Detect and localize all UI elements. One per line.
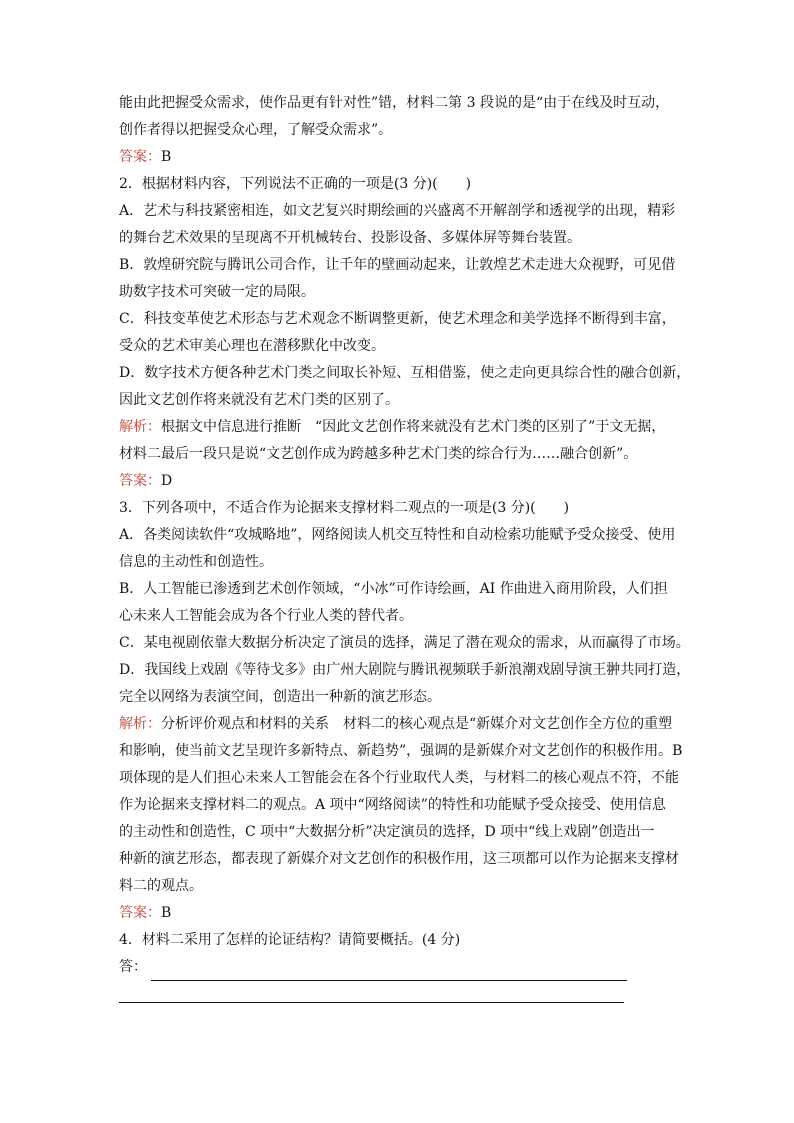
answer-2 bbox=[119, 468, 679, 495]
analysis-label: 解析： bbox=[119, 716, 161, 732]
q2-option-c-line1: C．科技变革使艺术形态与艺术观念不断调整更新，使艺术理念和美学选择不断得到丰富， bbox=[119, 311, 676, 327]
document-page bbox=[119, 90, 691, 1009]
question-2-stem: 2．根据材料内容，下列说法不正确的一项是(3 分)( ) bbox=[119, 176, 472, 192]
answer-value: D bbox=[161, 473, 173, 489]
answer-1 bbox=[119, 144, 679, 171]
q4-answer-line bbox=[119, 954, 679, 981]
answer-prefix: 答： bbox=[119, 959, 147, 975]
q3-analysis-line4: 作为论据来支撑材料二的观点。A 项中“网络阅读”的特性和功能赋予受众接受、使用信息 bbox=[119, 797, 666, 813]
text-line: 能由此把握受众需求，使作品更有针对性”错，材料二第 3 段说的是“由于在线及时互动， bbox=[119, 95, 670, 111]
q3-option-b-line1: B．人工智能已渗透到艺术创作领域，“小冰”可作诗绘画，AI 作曲进入商用阶段，人们担 bbox=[119, 581, 668, 597]
answer-blank-line-2[interactable] bbox=[119, 981, 624, 1003]
question-3-stem: 3．下列各项中，不适合作为论据来支撑材料二观点的一项是(3 分)( ) bbox=[119, 500, 570, 516]
q2-option-d-line2: 因此文艺创作将来就没有艺术门类的区别了。 bbox=[119, 392, 399, 408]
q3-analysis-line7: 料二的观点。 bbox=[119, 878, 203, 894]
answer-blank-line[interactable] bbox=[151, 964, 627, 981]
q2-option-b-line1: B．敦煌研究院与腾讯公司合作，让千年的壁画动起来，让敦煌艺术走进大众视野，可见借 bbox=[119, 257, 676, 273]
q2-option-a-line2: 的舞台艺术效果的呈现离不开机械转台、投影设备、多媒体屏等舞台装置。 bbox=[119, 230, 581, 246]
q3-option-a-line2: 信息的主动性和创造性。 bbox=[119, 554, 273, 570]
text-line: 创作者得以把握受众心理，了解受众需求”。 bbox=[119, 122, 393, 138]
answer-value: B bbox=[161, 149, 172, 165]
question-4-stem: 4．材料二采用了怎样的论证结构？请简要概括。(4 分) bbox=[119, 932, 461, 948]
q2-analysis-line1 bbox=[119, 414, 679, 441]
q3-analysis-line5: 的主动性和创造性，C 项中“大数据分析”决定演员的选择，D 项中“线上戏剧”创造出一 bbox=[119, 824, 655, 840]
q2-option-b-line2: 助数字技术可突破一定的局限。 bbox=[119, 284, 315, 300]
q3-option-b-line2: 心未来人工智能会成为各个行业人类的替代者。 bbox=[119, 608, 413, 624]
answer-label: 答案： bbox=[119, 905, 161, 921]
analysis-text: 根据文中信息进行推断 “因此文艺创作将来就没有艺术门类的区别了”于文无据， bbox=[161, 419, 666, 435]
q3-option-d-line2: 完全以网络为表演空间，创造出一种新的演艺形态。 bbox=[119, 689, 441, 705]
q3-analysis-line3: 项体现的是人们担心未来人工智能会在各个行业取代人类，与材料二的核心观点不符，不能 bbox=[119, 770, 679, 786]
q2-option-a-line1: A．艺术与科技紧密相连，如文艺复兴时期绘画的兴盛离不开解剖学和透视学的出现，精彩 bbox=[119, 203, 676, 219]
q3-option-d-line1: D．我国线上戏剧《等待戈多》由广州大剧院与腾讯视频联手新浪潮戏剧导演王翀共同打造， bbox=[119, 662, 691, 678]
answer-value: B bbox=[161, 905, 172, 921]
analysis-text: 分析评价观点和材料的关系 材料二的核心观点是“新媒介对文艺创作全方位的重塑 bbox=[161, 716, 673, 732]
q3-option-c-line1: C．某电视剧依靠大数据分析决定了演员的选择，满足了潜在观众的需求，从而赢得了市场。 bbox=[119, 635, 690, 651]
q2-option-c-line2: 受众的艺术审美心理也在潜移默化中改变。 bbox=[119, 338, 385, 354]
analysis-label: 解析： bbox=[119, 419, 161, 435]
q2-option-d-line1: D．数字技术方便各种艺术门类之间取长补短、互相借鉴，使之走向更具综合性的融合创新， bbox=[119, 365, 691, 381]
q3-analysis-line2: 和影响，使当前文艺呈现许多新特点、新趋势”，强调的是新媒介对文艺创作的积极作用。B bbox=[119, 743, 683, 759]
q3-option-a-line1: A．各类阅读软件“攻城略地”，网络阅读人机交互特性和自动检索功能赋予受众接受、使用 bbox=[119, 527, 676, 543]
q3-analysis-line1 bbox=[119, 711, 679, 738]
answer-label: 答案： bbox=[119, 473, 161, 489]
answer-label: 答案： bbox=[119, 149, 161, 165]
q3-analysis-line6: 种新的演艺形态，都表现了新媒介对文艺创作的积极作用，这三项都可以作为论据来支撑材 bbox=[119, 851, 679, 867]
answer-3 bbox=[119, 900, 679, 927]
q2-analysis-line2: 材料二最后一段只是说“文艺创作成为跨越多种艺术门类的综合行为……融合创新”。 bbox=[119, 446, 638, 462]
